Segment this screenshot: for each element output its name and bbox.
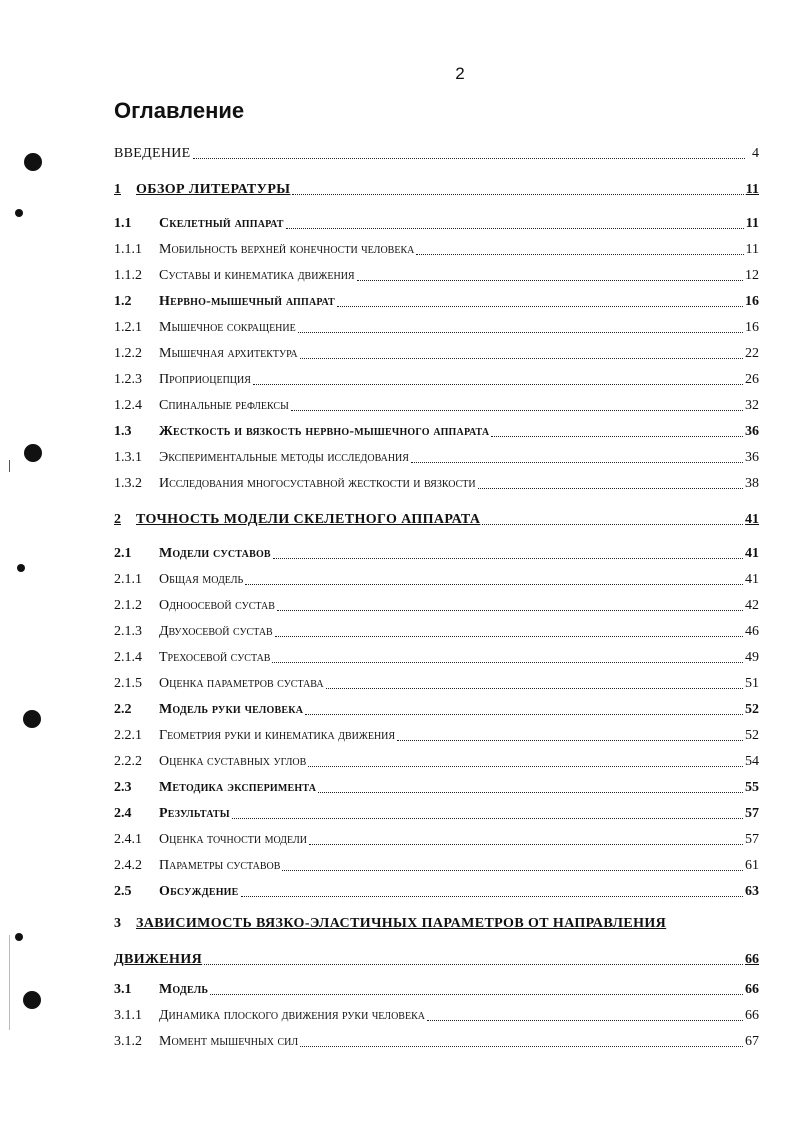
toc-entry-number: 2.1.3 bbox=[114, 624, 142, 639]
toc-entry-page: 38 bbox=[745, 476, 759, 491]
toc-dot-leader bbox=[326, 687, 743, 689]
toc-entry-title: Нервно-мышечный аппарат bbox=[159, 294, 335, 309]
toc-entry-number: 1.3.1 bbox=[114, 450, 142, 465]
toc-entry-number: 3.1.2 bbox=[114, 1034, 142, 1049]
toc-entry-title: Проприоцепция bbox=[159, 372, 251, 387]
toc-entry-2-2-1[interactable] bbox=[114, 724, 759, 744]
toc-entry-1-3-1[interactable] bbox=[114, 446, 759, 466]
toc-entry-3-1-1[interactable] bbox=[114, 1004, 759, 1024]
toc-entry-number: 2.4.1 bbox=[114, 832, 142, 847]
toc-entry-title: Двухосевой сустав bbox=[159, 624, 273, 639]
toc-entry-title: Жесткость и вязкость нервно-мышечного аппарата bbox=[159, 424, 490, 439]
toc-entry-number: 2 bbox=[114, 512, 121, 527]
toc-entry-2-4[interactable] bbox=[114, 802, 759, 822]
toc-entry-number: 2.3 bbox=[114, 780, 132, 795]
toc-entry-page: 57 bbox=[745, 832, 759, 847]
toc-entry-title: Оценка суставных углов bbox=[159, 754, 307, 769]
toc-entry-title: Спинальные рефлексы bbox=[159, 398, 289, 413]
toc-entry-title: Параметры суставов bbox=[159, 858, 281, 873]
toc-entry-title: Методика эксперимента bbox=[159, 780, 317, 795]
binder-hole bbox=[23, 991, 41, 1009]
toc-dot-leader bbox=[411, 461, 743, 463]
toc-entry-2-1[interactable] bbox=[114, 542, 759, 562]
toc-dot-leader bbox=[232, 817, 743, 819]
toc-entry-page: 12 bbox=[745, 268, 759, 283]
toc-entry-intro[interactable] bbox=[114, 142, 759, 162]
toc-entry-page: 26 bbox=[745, 372, 759, 387]
toc-entry-number: 2.5 bbox=[114, 884, 132, 899]
toc-entry-page: 57 bbox=[745, 806, 759, 821]
toc-dot-leader bbox=[273, 557, 743, 559]
toc-entry-page: 66 bbox=[745, 952, 759, 967]
toc-dot-leader bbox=[491, 435, 743, 437]
toc-dot-leader bbox=[282, 869, 743, 871]
toc-entry-page: 16 bbox=[745, 294, 759, 309]
toc-entry-3[interactable] bbox=[114, 948, 759, 968]
toc-dot-leader bbox=[291, 409, 743, 411]
toc-dot-leader bbox=[275, 635, 743, 637]
toc-entry-page: 42 bbox=[745, 598, 759, 613]
binder-hole bbox=[15, 209, 23, 217]
toc-entry-page: 52 bbox=[745, 728, 759, 743]
toc-entry-number: 2.1.4 bbox=[114, 650, 142, 665]
toc-dot-leader bbox=[337, 305, 743, 307]
toc-dot-leader bbox=[427, 1019, 743, 1021]
page-number: 2 bbox=[455, 64, 465, 83]
toc-entry-2-1-1[interactable] bbox=[114, 568, 759, 588]
toc-entry-title: Скелетный аппарат bbox=[159, 216, 284, 231]
toc-entry-title: Модели суставов bbox=[159, 546, 271, 561]
toc-entry-title: Модель bbox=[159, 982, 209, 997]
toc-dot-leader bbox=[318, 791, 743, 793]
toc-entry-number: 2.2 bbox=[114, 702, 132, 717]
toc-entry-page: 51 bbox=[745, 676, 759, 691]
toc-dot-leader bbox=[193, 157, 745, 159]
toc-entry-title: Экспериментальные методы исследования bbox=[159, 450, 409, 465]
toc-entry-page: 16 bbox=[745, 320, 759, 335]
toc-entry-title: Динамика плоского движения руки человека bbox=[159, 1008, 425, 1023]
toc-entry-number: 1 bbox=[114, 182, 121, 197]
toc-entry-1-2-2[interactable] bbox=[114, 342, 759, 362]
toc-entry-number: 2.2.2 bbox=[114, 754, 142, 769]
toc-entry-number: 2.4.2 bbox=[114, 858, 142, 873]
toc-entry-title: Суставы и кинематика движения bbox=[159, 268, 355, 283]
toc-entry-page: 11 bbox=[745, 216, 759, 231]
binder-hole bbox=[24, 444, 42, 462]
toc-entry-number: 3 bbox=[114, 916, 122, 931]
toc-entry-title: ВВЕДЕНИЕ bbox=[114, 146, 191, 161]
toc-entry-1-1-2[interactable] bbox=[114, 264, 759, 284]
toc-entry-number: 2.2.1 bbox=[114, 728, 142, 743]
toc-entry-page: 4 bbox=[752, 146, 759, 161]
toc-entry-title: Мышечная архитектура bbox=[159, 346, 298, 361]
toc-dot-leader bbox=[357, 279, 743, 281]
toc-entry-number: 1.3 bbox=[114, 424, 132, 439]
toc-entry-2-1-4[interactable] bbox=[114, 646, 759, 666]
toc-entry-2-2[interactable] bbox=[114, 698, 759, 718]
toc-entry-2[interactable] bbox=[114, 508, 759, 528]
toc-entry-title: Исследования многосуставной жесткости и вязкости bbox=[159, 476, 476, 491]
toc-entry-title: Мышечное сокращение bbox=[159, 320, 296, 335]
toc-entry-page: 22 bbox=[745, 346, 759, 361]
toc-entry-page: 61 bbox=[745, 858, 759, 873]
toc-entry-page: 11 bbox=[745, 242, 759, 257]
toc-entry-page: 49 bbox=[745, 650, 759, 665]
toc-dot-leader bbox=[309, 843, 743, 845]
toc-entry-2-4-2[interactable] bbox=[114, 854, 759, 874]
toc-entry-1-2-1[interactable] bbox=[114, 316, 759, 336]
toc-dot-leader bbox=[253, 383, 743, 385]
toc-entry-page: 66 bbox=[745, 1008, 759, 1023]
toc-dot-leader bbox=[245, 583, 743, 585]
toc-dot-leader bbox=[292, 193, 743, 195]
toc-dot-leader bbox=[300, 357, 743, 359]
toc-entry-1-1-1[interactable] bbox=[114, 238, 759, 258]
toc-entry-2-5[interactable] bbox=[114, 880, 759, 900]
toc-entry-number: 1.1 bbox=[114, 216, 132, 231]
toc-entry-1-3[interactable] bbox=[114, 420, 759, 440]
toc-dot-leader bbox=[416, 253, 743, 255]
toc-entry-number: 1.1.2 bbox=[114, 268, 142, 283]
toc-dot-leader bbox=[272, 661, 743, 663]
toc-entry-title: Мобильность верхней конечности человека bbox=[159, 242, 415, 257]
toc-entry-page: 36 bbox=[745, 424, 759, 439]
binder-hole bbox=[15, 933, 23, 941]
toc-entry-title: Общая модель bbox=[159, 572, 244, 587]
toc-entry-number: 2.4 bbox=[114, 806, 132, 821]
toc-entry-number: 2.1.5 bbox=[114, 676, 142, 691]
toc-entry-number: 2.1 bbox=[114, 546, 132, 561]
toc-entry-3-1[interactable] bbox=[114, 978, 759, 998]
toc-entry-page: 67 bbox=[745, 1034, 759, 1049]
toc-entry-number: 2.1.2 bbox=[114, 598, 142, 613]
toc-dot-leader bbox=[210, 993, 743, 995]
toc-entry-1[interactable] bbox=[114, 178, 759, 198]
toc-entry-title: Обсуждение bbox=[159, 884, 239, 899]
toc-entry-title: Результаты bbox=[159, 806, 230, 821]
toc-chapter-heading-line[interactable] bbox=[114, 916, 759, 932]
toc-entry-2-3[interactable] bbox=[114, 776, 759, 796]
toc-dot-leader bbox=[482, 523, 743, 525]
toc-entry-2-1-5[interactable] bbox=[114, 672, 759, 692]
toc-dot-leader bbox=[308, 765, 743, 767]
toc-entry-2-4-1[interactable] bbox=[114, 828, 759, 848]
toc-entry-title: Геометрия руки и кинематика движения bbox=[159, 728, 396, 743]
toc-entry-number: 3.1.1 bbox=[114, 1008, 142, 1023]
scan-mark bbox=[9, 935, 10, 1030]
toc-entry-number: 1.2.2 bbox=[114, 346, 142, 361]
toc-entry-1-2-4[interactable] bbox=[114, 394, 759, 414]
toc-entry-page: 52 bbox=[745, 702, 759, 717]
toc-entry-number: 1.1.1 bbox=[114, 242, 142, 257]
toc-entry-1-1[interactable] bbox=[114, 212, 759, 232]
toc-entry-number: 1.2 bbox=[114, 294, 132, 309]
toc-entry-title: Оценка точности модели bbox=[159, 832, 307, 847]
toc-entry-page: 32 bbox=[745, 398, 759, 413]
toc-entry-number: 1.3.2 bbox=[114, 476, 142, 491]
toc-dot-leader bbox=[241, 895, 743, 897]
toc-entry-title: Оценка параметров сустава bbox=[159, 676, 324, 691]
toc-entry-page: 41 bbox=[745, 572, 759, 587]
toc-entry-number: 1.2.4 bbox=[114, 398, 142, 413]
toc-dot-leader bbox=[277, 609, 743, 611]
toc-dot-leader bbox=[478, 487, 743, 489]
toc-entry-2-1-2[interactable] bbox=[114, 594, 759, 614]
toc-entry-page: 55 bbox=[745, 780, 759, 795]
toc-entry-title: ЗАВИСИМОСТЬ ВЯЗКО-ЭЛАСТИЧНЫХ ПАРАМЕТРОВ ОТ НАПРАВЛЕНИЯ bbox=[136, 916, 667, 931]
toc-entry-page: 66 bbox=[745, 982, 759, 997]
toc-dot-leader bbox=[286, 227, 744, 229]
toc-entry-1-3-2[interactable] bbox=[114, 472, 759, 492]
binder-hole bbox=[24, 153, 42, 171]
toc-entry-page: 41 bbox=[745, 512, 759, 527]
toc-entry-number: 1.2.1 bbox=[114, 320, 142, 335]
toc-entry-page: 11 bbox=[745, 182, 759, 197]
toc-entry-title-continued: ДВИЖЕНИЯ bbox=[114, 952, 203, 967]
toc-entry-2-2-2[interactable] bbox=[114, 750, 759, 770]
toc-dot-leader bbox=[298, 331, 743, 333]
toc-entry-title: ТОЧНОСТЬ МОДЕЛИ СКЕЛЕТНОГО АППАРАТА bbox=[136, 512, 481, 527]
toc-entry-title: Трехосевой сустав bbox=[159, 650, 271, 665]
toc-dot-leader bbox=[305, 713, 743, 715]
toc-entry-page: 41 bbox=[745, 546, 759, 561]
toc-dot-leader bbox=[397, 739, 743, 741]
scan-mark bbox=[9, 460, 10, 472]
toc-dot-leader bbox=[204, 963, 743, 965]
toc-entry-3-1-2[interactable] bbox=[114, 1030, 759, 1050]
toc-entry-1-2[interactable] bbox=[114, 290, 759, 310]
binder-hole bbox=[17, 564, 25, 572]
toc-entry-title: Модель руки человека bbox=[159, 702, 304, 717]
toc-entry-number: 2.1.1 bbox=[114, 572, 142, 587]
toc-entry-number: 1.2.3 bbox=[114, 372, 142, 387]
toc-entry-title: Одноосевой сустав bbox=[159, 598, 275, 613]
toc-entry-title: Момент мышечных сил bbox=[159, 1034, 299, 1049]
toc-entry-2-1-3[interactable] bbox=[114, 620, 759, 640]
binder-hole bbox=[23, 710, 41, 728]
toc-dot-leader bbox=[300, 1045, 743, 1047]
toc-entry-page: 36 bbox=[745, 450, 759, 465]
toc-entry-page: 46 bbox=[745, 624, 759, 639]
page-title: Оглавление bbox=[114, 98, 245, 123]
toc-entry-1-2-3[interactable] bbox=[114, 368, 759, 388]
toc-entry-title: ОБЗОР ЛИТЕРАТУРЫ bbox=[136, 182, 291, 197]
toc-entry-page: 63 bbox=[745, 884, 759, 899]
toc-entry-number: 3.1 bbox=[114, 982, 132, 997]
toc-entry-page: 54 bbox=[745, 754, 759, 769]
